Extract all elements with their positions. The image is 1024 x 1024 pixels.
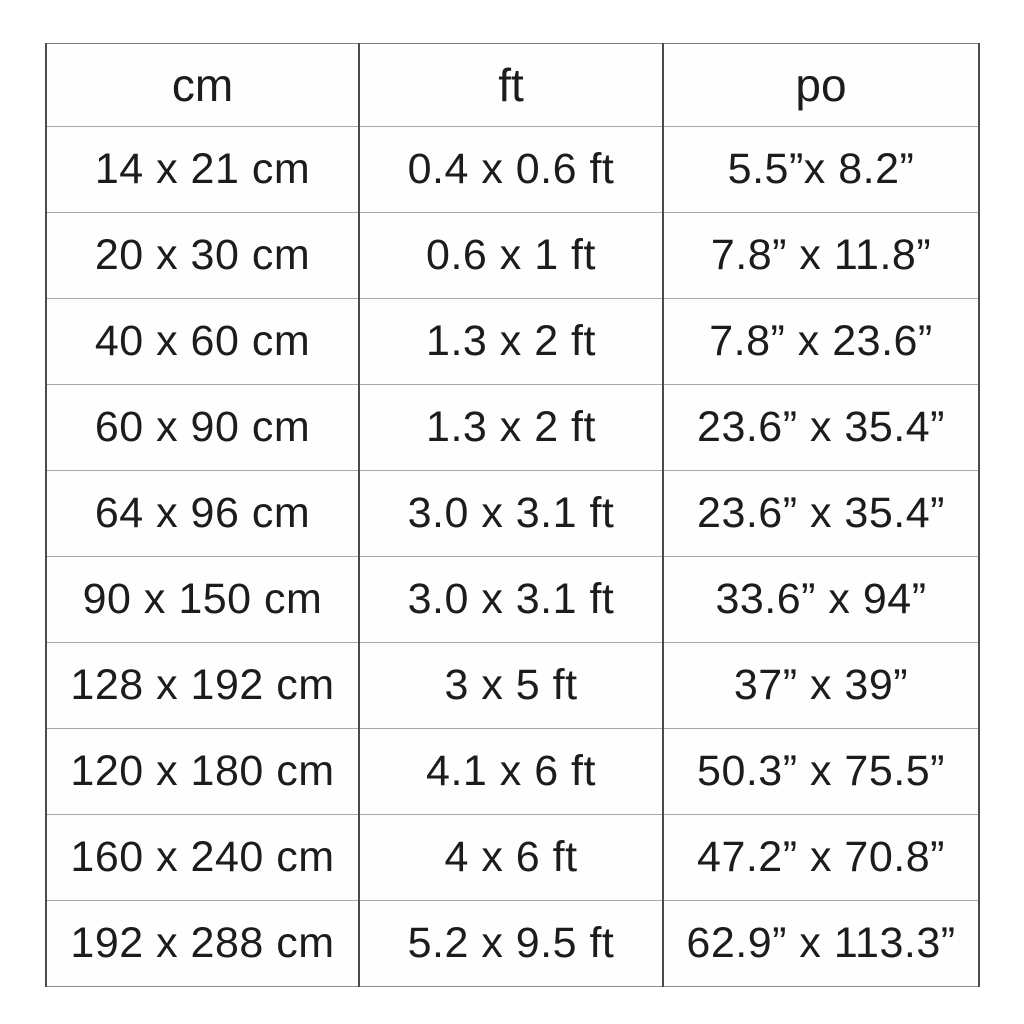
table-row [46,213,979,299]
cell-cm: 120 x 180 cm [46,729,359,815]
cell-ft: 0.6 x 1 ft [359,213,663,299]
cell-po: 37” x 39” [663,643,979,729]
cell-po: 7.8” x 23.6” [663,299,979,385]
table-row [46,127,979,213]
header-row [46,44,979,127]
cell-ft: 0.4 x 0.6 ft [359,127,663,213]
table-row [46,901,979,987]
cell-ft: 4 x 6 ft [359,815,663,901]
cell-cm: 20 x 30 cm [46,213,359,299]
cell-po: 50.3” x 75.5” [663,729,979,815]
table-row [46,729,979,815]
cell-po: 7.8” x 11.8” [663,213,979,299]
cell-cm: 160 x 240 cm [46,815,359,901]
table-row [46,815,979,901]
cell-po: 5.5”x 8.2” [663,127,979,213]
header-cell-po: po [663,44,979,127]
table-row [46,557,979,643]
cell-ft: 5.2 x 9.5 ft [359,901,663,987]
size-conversion-table [45,43,980,987]
cell-cm: 64 x 96 cm [46,471,359,557]
header-cell-ft: ft [359,44,663,127]
cell-ft: 3.0 x 3.1 ft [359,557,663,643]
header-cell-cm: cm [46,44,359,127]
cell-ft: 4.1 x 6 ft [359,729,663,815]
cell-cm: 40 x 60 cm [46,299,359,385]
cell-ft: 3 x 5 ft [359,643,663,729]
cell-po: 23.6” x 35.4” [663,471,979,557]
table-row [46,299,979,385]
cell-cm: 192 x 288 cm [46,901,359,987]
cell-cm: 90 x 150 cm [46,557,359,643]
cell-ft: 3.0 x 3.1 ft [359,471,663,557]
cell-po: 33.6” x 94” [663,557,979,643]
cell-po: 47.2” x 70.8” [663,815,979,901]
cell-cm: 128 x 192 cm [46,643,359,729]
cell-po: 23.6” x 35.4” [663,385,979,471]
cell-cm: 60 x 90 cm [46,385,359,471]
table-row [46,385,979,471]
cell-ft: 1.3 x 2 ft [359,385,663,471]
cell-cm: 14 x 21 cm [46,127,359,213]
cell-po: 62.9” x 113.3” [663,901,979,987]
table-row [46,471,979,557]
table-row [46,643,979,729]
cell-ft: 1.3 x 2 ft [359,299,663,385]
